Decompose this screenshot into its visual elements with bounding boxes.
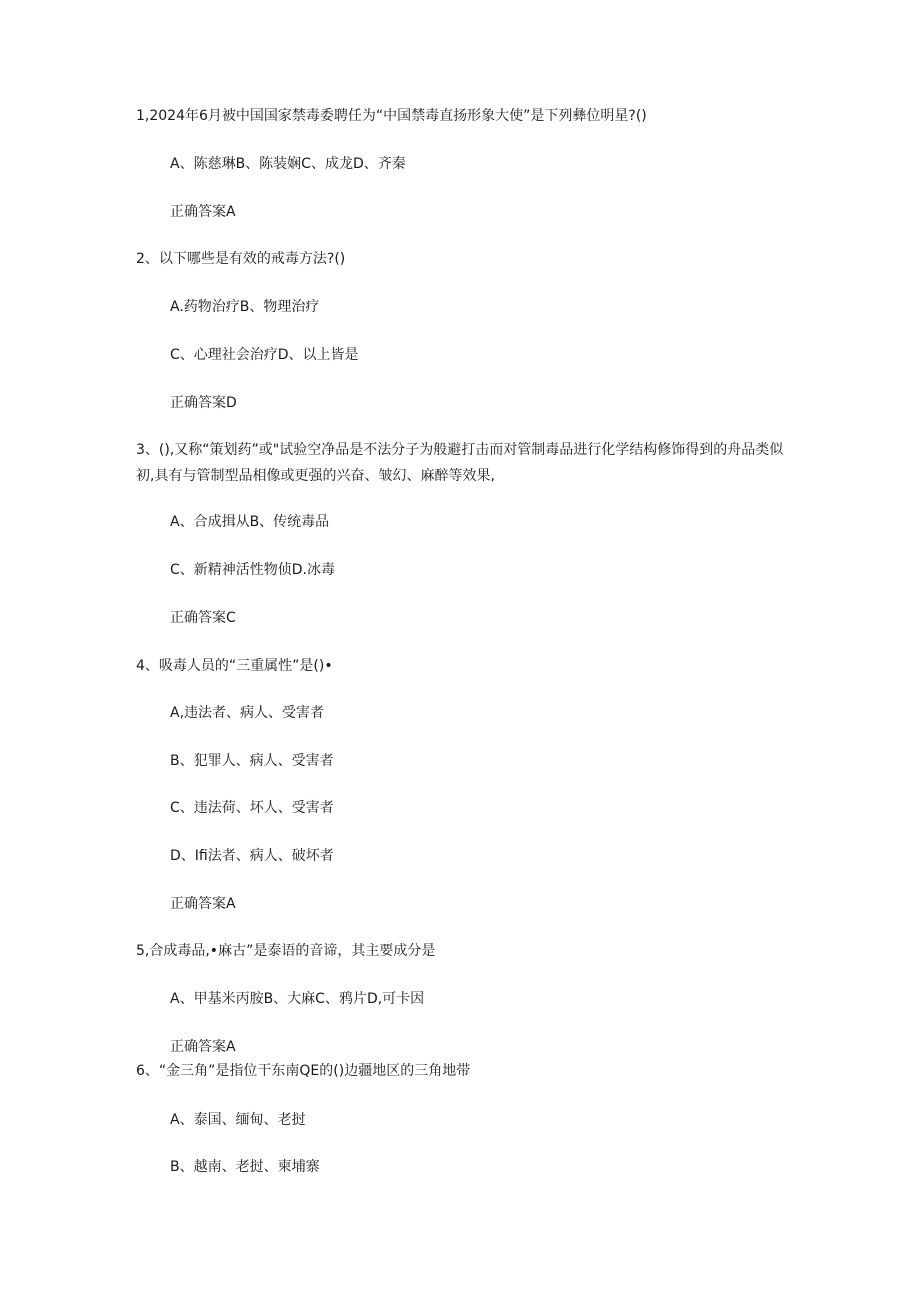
question-4-option-d: D、Ifi法者、病人、破坏者: [170, 848, 334, 864]
question-5: 5,合成毒品,•麻古”是泰语的音谛，其主要成分是: [136, 943, 436, 959]
question-6-option-b: B、越南、老挝、柬埔寨: [170, 1159, 320, 1175]
question-6-option-a: A、泰国、缅甸、老挝: [170, 1112, 306, 1128]
question-3-answer: 正确答案C: [170, 610, 236, 626]
question-4-option-c: C、违法荷、坏人、受害者: [170, 800, 334, 816]
question-4-option-a: A,违法者、病人、受害者: [170, 705, 325, 721]
question-1: 1,2024年6月被中国国家禁毒委聘任为“中国禁毒直扬形象大使”是下列彝位明星?(): [136, 108, 647, 124]
question-1-options: A、陈慈琳B、陈装娴C、成龙D、齐秦: [170, 156, 406, 172]
question-4-option-b: B、犯罪人、病人、受害者: [170, 753, 334, 769]
question-2: 2、以下哪些是有效的戒毒方法?(): [136, 251, 346, 267]
question-3-options-cd: C、新精神活性物侦D.冰毒: [170, 562, 336, 578]
question-6: 6、“金三角”是指位干东南QE的()边疆地区的三角地带: [136, 1063, 471, 1079]
question-4: 4、吸毒人员的“三重属性”是()•: [136, 658, 333, 674]
question-2-options-ab: A.药物治疗B、物理治疗: [170, 299, 320, 315]
question-4-answer: 正确答案A: [170, 896, 236, 912]
question-3: 3、(),又称“策划药”或"试验空净品是不法分子为般避打击而对管制毒品进行化学结构修饰得到的舟品类似初,具有与管制型品相像或更强的兴奋、皱幻、麻醉等效果,: [136, 442, 784, 484]
question-3-options-ab: A、合成揖从B、传统毒品: [170, 514, 330, 530]
question-2-options-cd: C、心理社会治疗D、以上皆是: [170, 347, 359, 363]
question-2-answer: 正确答案D: [170, 395, 237, 411]
question-1-answer: 正确答案A: [170, 204, 236, 220]
question-5-options: A、甲基米丙胺B、大麻C、鸦片D,可卡因: [170, 991, 425, 1007]
question-5-answer: 正确答案A: [170, 1039, 236, 1055]
